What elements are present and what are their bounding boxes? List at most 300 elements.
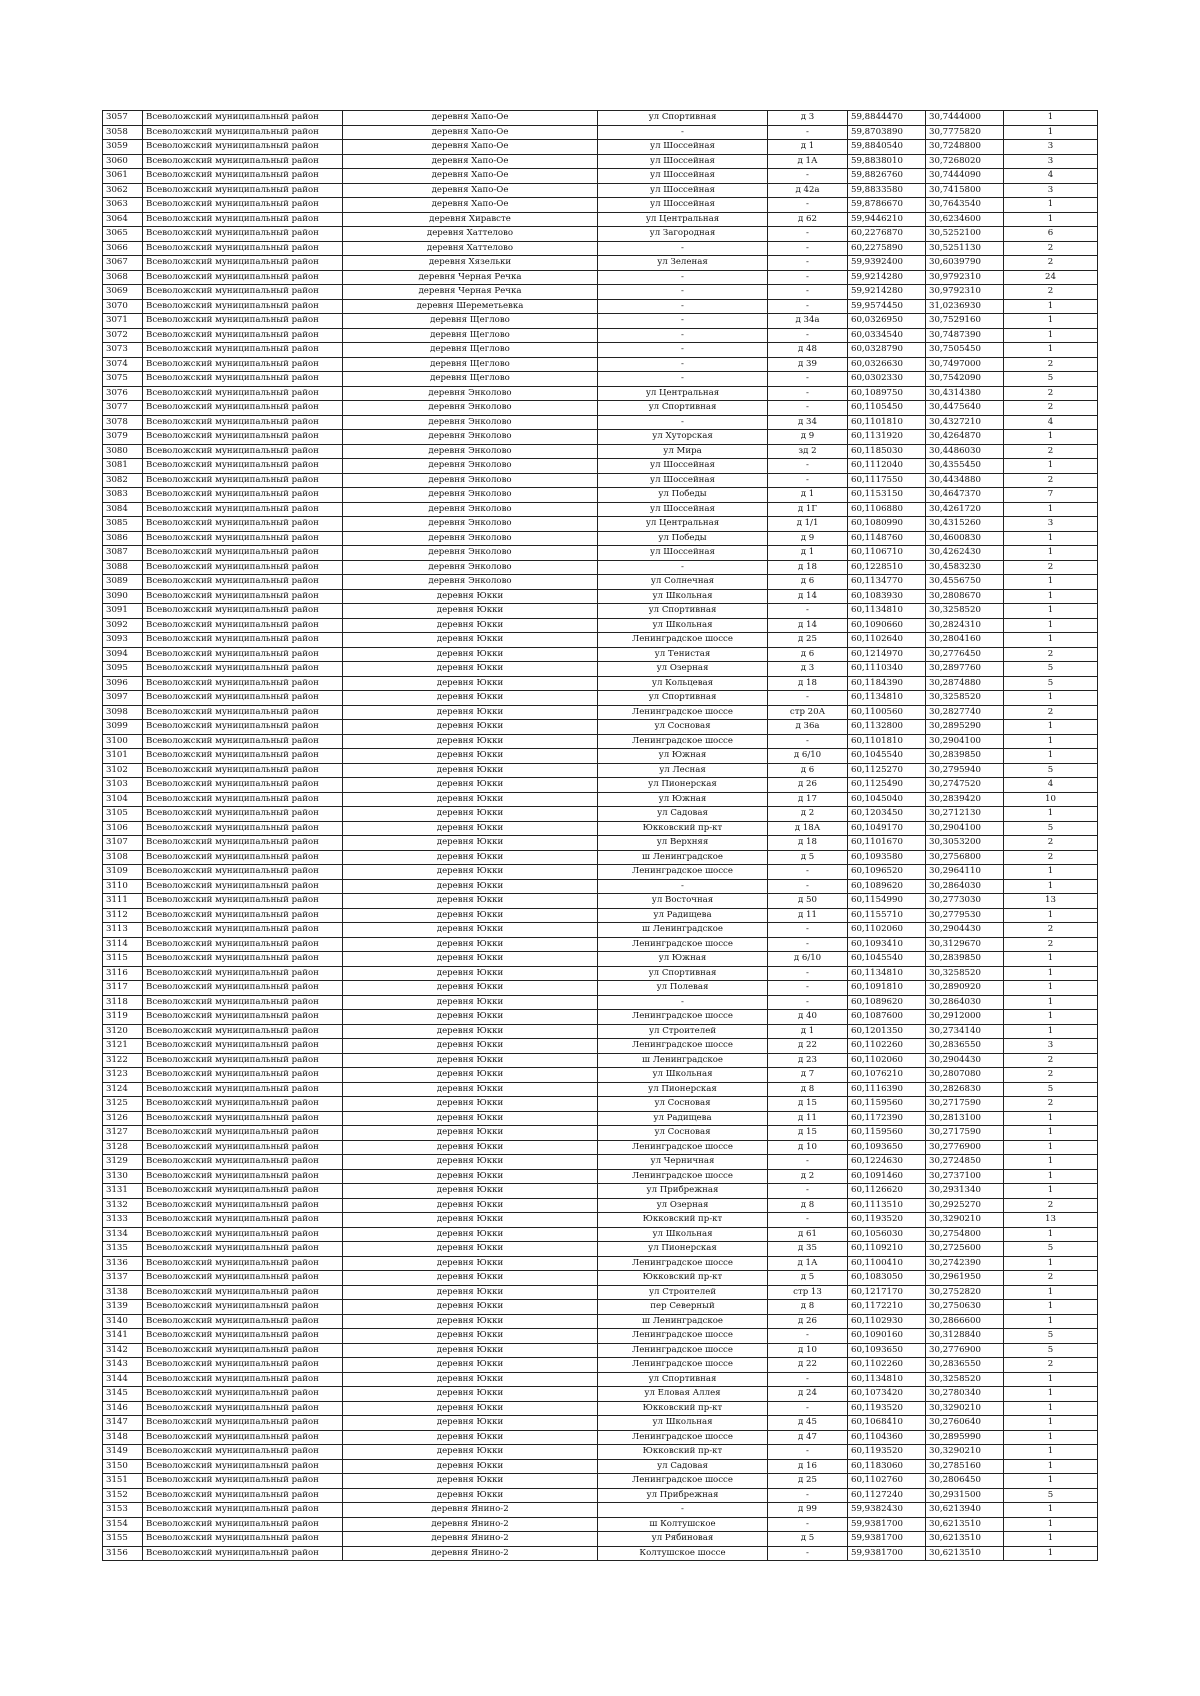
row-number: 3107	[103, 836, 143, 851]
latitude-cell: 59,9214280	[848, 285, 926, 300]
district-cell: Всеволожский муниципальный район	[143, 386, 343, 401]
house-cell: д 1А	[768, 154, 848, 169]
table-row	[103, 952, 1098, 967]
longitude-cell: 30,2776450	[926, 647, 1004, 662]
district-cell: Всеволожский муниципальный район	[143, 894, 343, 909]
table-row	[103, 1387, 1098, 1402]
street-cell: -	[598, 241, 768, 256]
district-cell: Всеволожский муниципальный район	[143, 937, 343, 952]
settlement-cell: деревня Юкки	[343, 1300, 598, 1315]
district-cell: Всеволожский муниципальный район	[143, 836, 343, 851]
longitude-cell: 30,4314380	[926, 386, 1004, 401]
row-number: 3119	[103, 1010, 143, 1025]
longitude-cell: 30,2904430	[926, 1053, 1004, 1068]
house-cell: -	[768, 604, 848, 619]
street-cell: ул Школьная	[598, 1227, 768, 1242]
district-cell: Всеволожский муниципальный район	[143, 1126, 343, 1141]
table-row	[103, 720, 1098, 735]
street-cell: Юкковский пр-кт	[598, 1271, 768, 1286]
settlement-cell: деревня Энколово	[343, 415, 598, 430]
count-cell: 2	[1004, 1271, 1098, 1286]
street-cell: ул Школьная	[598, 589, 768, 604]
row-number: 3097	[103, 691, 143, 706]
latitude-cell: 60,1045540	[848, 952, 926, 967]
house-cell: д 17	[768, 792, 848, 807]
latitude-cell: 60,1224630	[848, 1155, 926, 1170]
count-cell: 1	[1004, 1184, 1098, 1199]
latitude-cell: 60,1159560	[848, 1126, 926, 1141]
house-cell: д 18	[768, 676, 848, 691]
street-cell: -	[598, 1503, 768, 1518]
street-cell: ул Сосновая	[598, 720, 768, 735]
longitude-cell: 30,2734140	[926, 1024, 1004, 1039]
street-cell: ул Спортивная	[598, 401, 768, 416]
row-number: 3092	[103, 618, 143, 633]
count-cell: 1	[1004, 865, 1098, 880]
street-cell: ул Озерная	[598, 1198, 768, 1213]
house-cell: д 1	[768, 140, 848, 155]
street-cell: ул Шоссейная	[598, 198, 768, 213]
district-cell: Всеволожский муниципальный район	[143, 633, 343, 648]
district-cell: Всеволожский муниципальный район	[143, 502, 343, 517]
longitude-cell: 31,0236930	[926, 299, 1004, 314]
house-cell: -	[768, 995, 848, 1010]
count-cell: 5	[1004, 676, 1098, 691]
longitude-cell: 30,2866600	[926, 1314, 1004, 1329]
table-row	[103, 1213, 1098, 1228]
longitude-cell: 30,4355450	[926, 459, 1004, 474]
house-cell: д 3	[768, 662, 848, 677]
longitude-cell: 30,2864030	[926, 879, 1004, 894]
district-cell: Всеволожский муниципальный район	[143, 1053, 343, 1068]
district-cell: Всеволожский муниципальный район	[143, 1532, 343, 1547]
count-cell: 2	[1004, 256, 1098, 271]
row-number: 3149	[103, 1445, 143, 1460]
table-row	[103, 169, 1098, 184]
count-cell: 2	[1004, 836, 1098, 851]
latitude-cell: 60,1131920	[848, 430, 926, 445]
street-cell: ул Пионерская	[598, 1242, 768, 1257]
row-number: 3114	[103, 937, 143, 952]
district-cell: Всеволожский муниципальный район	[143, 575, 343, 590]
row-number: 3095	[103, 662, 143, 677]
house-cell: д 6	[768, 647, 848, 662]
latitude-cell: 60,1113510	[848, 1198, 926, 1213]
longitude-cell: 30,2836550	[926, 1358, 1004, 1373]
settlement-cell: деревня Черная Речка	[343, 270, 598, 285]
row-number: 3105	[103, 807, 143, 822]
house-cell: -	[768, 256, 848, 271]
latitude-cell: 60,1214970	[848, 647, 926, 662]
count-cell: 2	[1004, 923, 1098, 938]
street-cell: ул Южная	[598, 749, 768, 764]
row-number: 3089	[103, 575, 143, 590]
street-cell: Ленинградское шоссе	[598, 865, 768, 880]
latitude-cell: 60,1116390	[848, 1082, 926, 1097]
row-number: 3065	[103, 227, 143, 242]
street-cell: Юкковский пр-кт	[598, 1445, 768, 1460]
count-cell: 13	[1004, 1213, 1098, 1228]
row-number: 3130	[103, 1169, 143, 1184]
count-cell: 1	[1004, 1517, 1098, 1532]
longitude-cell: 30,2961950	[926, 1271, 1004, 1286]
street-cell: Ленинградское шоссе	[598, 1329, 768, 1344]
district-cell: Всеволожский муниципальный район	[143, 908, 343, 923]
settlement-cell: деревня Хаттелово	[343, 241, 598, 256]
row-number: 3131	[103, 1184, 143, 1199]
house-cell: д 5	[768, 1271, 848, 1286]
count-cell: 7	[1004, 488, 1098, 503]
settlement-cell: деревня Черная Речка	[343, 285, 598, 300]
table-row	[103, 386, 1098, 401]
table-row	[103, 995, 1098, 1010]
street-cell: ул Пионерская	[598, 1082, 768, 1097]
latitude-cell: 60,1093410	[848, 937, 926, 952]
settlement-cell: деревня Хаттелово	[343, 227, 598, 242]
settlement-cell: деревня Юкки	[343, 1459, 598, 1474]
row-number: 3088	[103, 560, 143, 575]
row-number: 3140	[103, 1314, 143, 1329]
settlement-cell: деревня Энколово	[343, 473, 598, 488]
district-cell: Всеволожский муниципальный район	[143, 473, 343, 488]
street-cell: ул Черничная	[598, 1155, 768, 1170]
row-number: 3120	[103, 1024, 143, 1039]
street-cell: Ленинградское шоссе	[598, 734, 768, 749]
count-cell: 4	[1004, 169, 1098, 184]
street-cell: Юкковский пр-кт	[598, 1401, 768, 1416]
settlement-cell: деревня Юкки	[343, 778, 598, 793]
count-cell: 2	[1004, 1097, 1098, 1112]
district-cell: Всеволожский муниципальный район	[143, 241, 343, 256]
count-cell: 5	[1004, 1329, 1098, 1344]
row-number: 3144	[103, 1372, 143, 1387]
latitude-cell: 60,1154990	[848, 894, 926, 909]
row-number: 3123	[103, 1068, 143, 1083]
row-number: 3085	[103, 517, 143, 532]
street-cell: -	[598, 314, 768, 329]
latitude-cell: 60,1117550	[848, 473, 926, 488]
settlement-cell: деревня Юкки	[343, 937, 598, 952]
settlement-cell: деревня Энколово	[343, 401, 598, 416]
row-number: 3154	[103, 1517, 143, 1532]
street-cell: -	[598, 879, 768, 894]
latitude-cell: 60,1096520	[848, 865, 926, 880]
district-cell: Всеволожский муниципальный район	[143, 256, 343, 271]
street-cell: ул Строителей	[598, 1285, 768, 1300]
settlement-cell: деревня Юкки	[343, 1227, 598, 1242]
latitude-cell: 60,1090660	[848, 618, 926, 633]
settlement-cell: деревня Энколово	[343, 430, 598, 445]
district-cell: Всеволожский муниципальный район	[143, 1372, 343, 1387]
row-number: 3134	[103, 1227, 143, 1242]
latitude-cell: 60,1089620	[848, 879, 926, 894]
table-row	[103, 1097, 1098, 1112]
count-cell: 3	[1004, 183, 1098, 198]
latitude-cell: 60,1185030	[848, 444, 926, 459]
table-row	[103, 401, 1098, 416]
district-cell: Всеволожский муниципальный район	[143, 1024, 343, 1039]
count-cell: 5	[1004, 1242, 1098, 1257]
count-cell: 2	[1004, 937, 1098, 952]
district-cell: Всеволожский муниципальный район	[143, 778, 343, 793]
settlement-cell: деревня Юкки	[343, 633, 598, 648]
district-cell: Всеволожский муниципальный район	[143, 444, 343, 459]
street-cell: ул Центральная	[598, 517, 768, 532]
longitude-cell: 30,4434880	[926, 473, 1004, 488]
street-cell: Юкковский пр-кт	[598, 821, 768, 836]
longitude-cell: 30,2754800	[926, 1227, 1004, 1242]
longitude-cell: 30,2895990	[926, 1430, 1004, 1445]
count-cell: 1	[1004, 1169, 1098, 1184]
settlement-cell: деревня Юкки	[343, 1155, 598, 1170]
longitude-cell: 30,4486030	[926, 444, 1004, 459]
longitude-cell: 30,2752820	[926, 1285, 1004, 1300]
row-number: 3058	[103, 125, 143, 140]
table-row	[103, 444, 1098, 459]
district-cell: Всеволожский муниципальный район	[143, 923, 343, 938]
latitude-cell: 60,1083930	[848, 589, 926, 604]
row-number: 3118	[103, 995, 143, 1010]
table-row	[103, 923, 1098, 938]
settlement-cell: деревня Хапо-Ое	[343, 140, 598, 155]
table-row	[103, 1242, 1098, 1257]
row-number: 3100	[103, 734, 143, 749]
house-cell: -	[768, 372, 848, 387]
table-row	[103, 589, 1098, 604]
count-cell: 1	[1004, 633, 1098, 648]
table-row	[103, 1300, 1098, 1315]
count-cell: 1	[1004, 1372, 1098, 1387]
table-row	[103, 299, 1098, 314]
table-row	[103, 198, 1098, 213]
table-row	[103, 1532, 1098, 1547]
row-number: 3086	[103, 531, 143, 546]
longitude-cell: 30,3290210	[926, 1213, 1004, 1228]
street-cell: -	[598, 285, 768, 300]
count-cell: 1	[1004, 314, 1098, 329]
district-cell: Всеволожский муниципальный район	[143, 314, 343, 329]
row-number: 3090	[103, 589, 143, 604]
table-row	[103, 778, 1098, 793]
count-cell: 1	[1004, 212, 1098, 227]
table-row	[103, 343, 1098, 358]
count-cell: 2	[1004, 473, 1098, 488]
row-number: 3127	[103, 1126, 143, 1141]
settlement-cell: деревня Энколово	[343, 531, 598, 546]
table-row	[103, 1430, 1098, 1445]
longitude-cell: 30,6213510	[926, 1532, 1004, 1547]
house-cell: д 7	[768, 1068, 848, 1083]
street-cell: ул Центральная	[598, 386, 768, 401]
latitude-cell: 60,1091460	[848, 1169, 926, 1184]
row-number: 3084	[103, 502, 143, 517]
street-cell: -	[598, 299, 768, 314]
table-row	[103, 850, 1098, 865]
settlement-cell: деревня Юкки	[343, 879, 598, 894]
district-cell: Всеволожский муниципальный район	[143, 691, 343, 706]
house-cell: д 1	[768, 488, 848, 503]
longitude-cell: 30,3258520	[926, 604, 1004, 619]
count-cell: 2	[1004, 1358, 1098, 1373]
table-row	[103, 1010, 1098, 1025]
row-number: 3121	[103, 1039, 143, 1054]
street-cell: Ленинградское шоссе	[598, 1256, 768, 1271]
latitude-cell: 59,9381700	[848, 1532, 926, 1547]
count-cell: 5	[1004, 1343, 1098, 1358]
row-number: 3111	[103, 894, 143, 909]
street-cell: Ленинградское шоссе	[598, 1140, 768, 1155]
latitude-cell: 60,1045540	[848, 749, 926, 764]
table-row	[103, 1155, 1098, 1170]
district-cell: Всеволожский муниципальный район	[143, 488, 343, 503]
row-number: 3069	[103, 285, 143, 300]
street-cell: ул Радищева	[598, 908, 768, 923]
district-cell: Всеволожский муниципальный район	[143, 589, 343, 604]
count-cell: 1	[1004, 1387, 1098, 1402]
count-cell: 1	[1004, 966, 1098, 981]
district-cell: Всеволожский муниципальный район	[143, 1010, 343, 1025]
row-number: 3076	[103, 386, 143, 401]
district-cell: Всеволожский муниципальный район	[143, 560, 343, 575]
table-row	[103, 1169, 1098, 1184]
latitude-cell: 59,9392400	[848, 256, 926, 271]
table-row	[103, 1343, 1098, 1358]
row-number: 3132	[103, 1198, 143, 1213]
table-row	[103, 1271, 1098, 1286]
count-cell: 1	[1004, 1140, 1098, 1155]
count-cell: 2	[1004, 705, 1098, 720]
settlement-cell: деревня Юкки	[343, 1329, 598, 1344]
house-cell: д 23	[768, 1053, 848, 1068]
house-cell: д 22	[768, 1039, 848, 1054]
count-cell: 1	[1004, 1126, 1098, 1141]
house-cell: -	[768, 285, 848, 300]
street-cell: ул Победы	[598, 488, 768, 503]
latitude-cell: 59,8826760	[848, 169, 926, 184]
settlement-cell: деревня Юкки	[343, 618, 598, 633]
house-cell: д 5	[768, 850, 848, 865]
longitude-cell: 30,2725600	[926, 1242, 1004, 1257]
district-cell: Всеволожский муниципальный район	[143, 1358, 343, 1373]
table-row	[103, 1314, 1098, 1329]
street-cell: ул Шоссейная	[598, 546, 768, 561]
house-cell: д 39	[768, 357, 848, 372]
address-table	[102, 110, 1098, 1561]
latitude-cell: 60,1083050	[848, 1271, 926, 1286]
settlement-cell: деревня Юкки	[343, 923, 598, 938]
district-cell: Всеволожский муниципальный район	[143, 125, 343, 140]
house-cell: д 14	[768, 618, 848, 633]
street-cell: -	[598, 125, 768, 140]
house-cell: -	[768, 1546, 848, 1561]
house-cell: -	[768, 1372, 848, 1387]
house-cell: -	[768, 1213, 848, 1228]
settlement-cell: деревня Юкки	[343, 647, 598, 662]
longitude-cell: 30,2931500	[926, 1488, 1004, 1503]
count-cell: 2	[1004, 1198, 1098, 1213]
settlement-cell: деревня Юкки	[343, 865, 598, 880]
house-cell: д 5	[768, 1532, 848, 1547]
count-cell: 1	[1004, 749, 1098, 764]
district-cell: Всеволожский муниципальный район	[143, 1111, 343, 1126]
longitude-cell: 30,9792310	[926, 285, 1004, 300]
house-cell: д 1	[768, 1024, 848, 1039]
latitude-cell: 60,1102760	[848, 1474, 926, 1489]
settlement-cell: деревня Юкки	[343, 662, 598, 677]
settlement-cell: деревня Юкки	[343, 1416, 598, 1431]
district-cell: Всеволожский муниципальный район	[143, 328, 343, 343]
table-row	[103, 1474, 1098, 1489]
district-cell: Всеволожский муниципальный район	[143, 1459, 343, 1474]
house-cell: -	[768, 1329, 848, 1344]
longitude-cell: 30,2824310	[926, 618, 1004, 633]
row-number: 3060	[103, 154, 143, 169]
street-cell: ул Шоссейная	[598, 473, 768, 488]
house-cell: д 1А	[768, 1256, 848, 1271]
row-number: 3094	[103, 647, 143, 662]
latitude-cell: 60,1193520	[848, 1445, 926, 1460]
house-cell: -	[768, 227, 848, 242]
longitude-cell: 30,4262430	[926, 546, 1004, 561]
latitude-cell: 60,1101810	[848, 415, 926, 430]
latitude-cell: 60,0302330	[848, 372, 926, 387]
house-cell: д 40	[768, 1010, 848, 1025]
count-cell: 10	[1004, 792, 1098, 807]
house-cell: д 2	[768, 1169, 848, 1184]
street-cell: Ленинградское шоссе	[598, 1343, 768, 1358]
street-cell: Ленинградское шоссе	[598, 937, 768, 952]
house-cell: д 62	[768, 212, 848, 227]
settlement-cell: деревня Юкки	[343, 894, 598, 909]
count-cell: 1	[1004, 734, 1098, 749]
district-cell: Всеволожский муниципальный район	[143, 981, 343, 996]
district-cell: Всеволожский муниципальный район	[143, 1097, 343, 1112]
row-number: 3125	[103, 1097, 143, 1112]
count-cell: 1	[1004, 328, 1098, 343]
street-cell: ул Школьная	[598, 618, 768, 633]
longitude-cell: 30,3290210	[926, 1401, 1004, 1416]
longitude-cell: 30,4600830	[926, 531, 1004, 546]
longitude-cell: 30,2874880	[926, 676, 1004, 691]
table-row	[103, 270, 1098, 285]
table-row	[103, 1459, 1098, 1474]
street-cell: -	[598, 328, 768, 343]
settlement-cell: деревня Хиравсте	[343, 212, 598, 227]
longitude-cell: 30,5252100	[926, 227, 1004, 242]
settlement-cell: деревня Юкки	[343, 1474, 598, 1489]
house-cell: -	[768, 473, 848, 488]
longitude-cell: 30,7542090	[926, 372, 1004, 387]
table-row	[103, 1111, 1098, 1126]
district-cell: Всеволожский муниципальный район	[143, 1343, 343, 1358]
row-number: 3112	[103, 908, 143, 923]
table-row	[103, 314, 1098, 329]
count-cell: 1	[1004, 1474, 1098, 1489]
count-cell: 2	[1004, 850, 1098, 865]
row-number: 3116	[103, 966, 143, 981]
count-cell: 5	[1004, 763, 1098, 778]
row-number: 3063	[103, 198, 143, 213]
count-cell: 2	[1004, 1053, 1098, 1068]
house-cell: -	[768, 299, 848, 314]
settlement-cell: деревня Юкки	[343, 1184, 598, 1199]
settlement-cell: деревня Хапо-Ое	[343, 198, 598, 213]
district-cell: Всеволожский муниципальный район	[143, 1227, 343, 1242]
latitude-cell: 60,1134810	[848, 966, 926, 981]
street-cell: ул Хуторская	[598, 430, 768, 445]
street-cell: -	[598, 343, 768, 358]
table-row	[103, 865, 1098, 880]
